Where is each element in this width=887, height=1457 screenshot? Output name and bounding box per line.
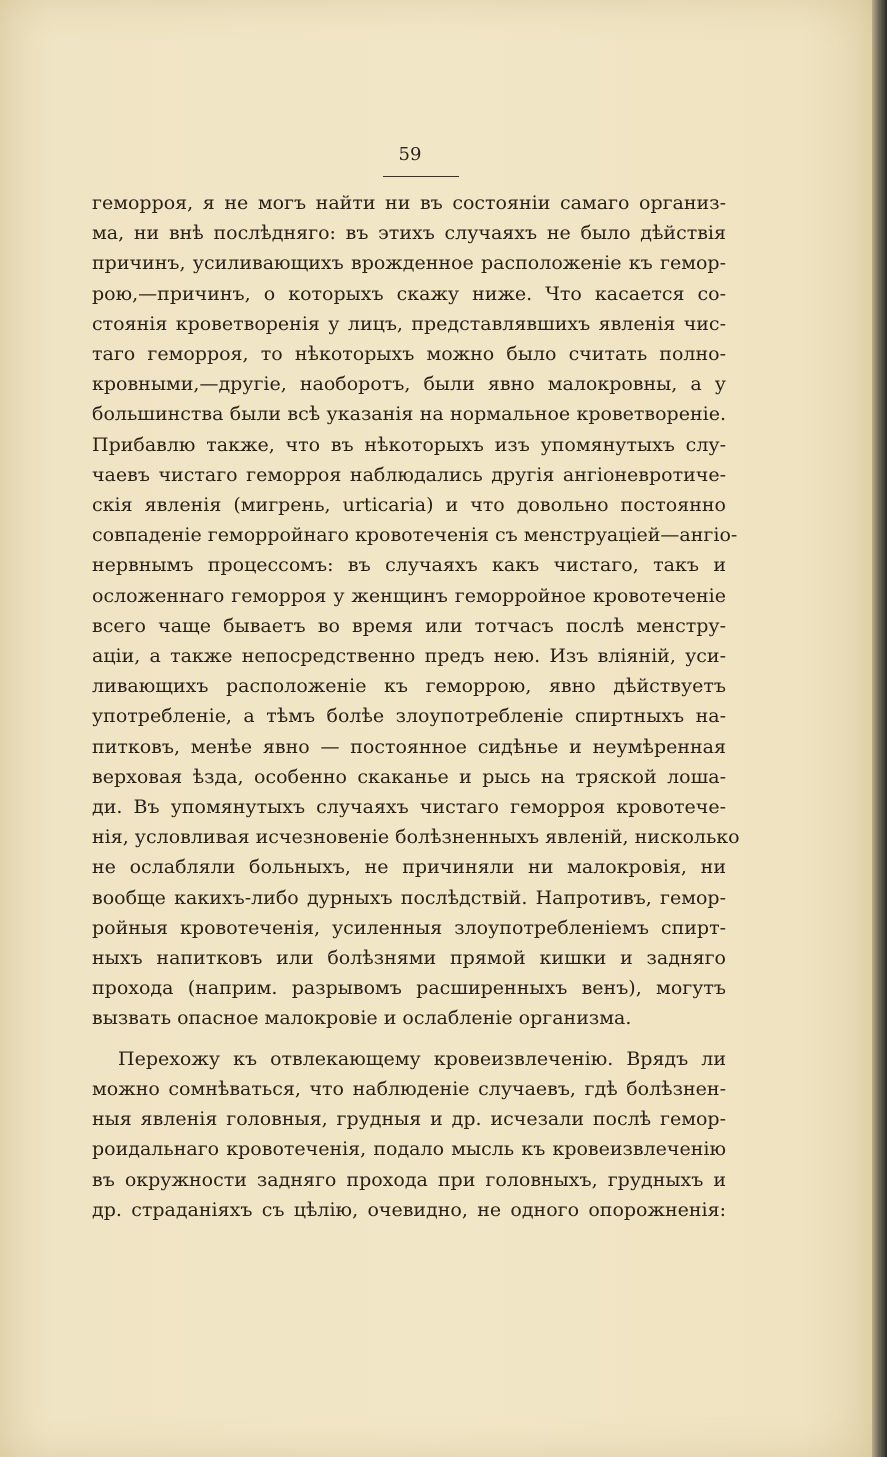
text-line: кровными,—другiе, наоборотъ, были явно малокровны, а у — [92, 373, 726, 396]
paragraph-1 — [92, 188, 740, 1034]
text-line: ныхъ напитковъ или болѣзнями прямой кишки и задняго — [92, 947, 726, 970]
text-line: рою,—причинъ, о которыхъ скажу ниже. Что касается со- — [92, 282, 726, 305]
text-line: причинъ, усиливающихъ врожденное расположенiе къ гемор- — [92, 252, 726, 275]
text-line: совпаденiе геморройнаго кровотеченiя съ менструацiей—ангiо- — [92, 524, 738, 547]
text-line: осложеннаго геморроя у женщинъ геморройное кровотеченiе — [92, 584, 726, 607]
text-line: таго геморроя, то нѣкоторыхъ можно было считать полно- — [92, 343, 726, 366]
text-line: въ окружности задняго прохода при головныхъ, грудныхъ и — [92, 1168, 726, 1191]
text-line: вызвать опасное малокровiе и ослабленiе организма. — [92, 1007, 632, 1030]
text-line: не ослабляли больныхъ, не причиняли ни малокровiя, ни — [92, 856, 726, 879]
text-line: роидальнаго кровотеченiя, подало мысль къ кровеизвлеченiю — [92, 1138, 726, 1161]
header-rule — [383, 176, 459, 177]
text-line: прохода (наприм. разрывомъ расширенныхъ венъ), могутъ — [92, 977, 726, 1000]
text-line: нервнымъ процессомъ: въ случаяхъ какъ чистаго, такъ и — [92, 554, 726, 577]
text-line: можно сомнѣваться, что наблюденiе случаевъ, гдѣ болѣзнен- — [92, 1077, 726, 1100]
text-line: ныя явленiя головныя, грудныя и др. исчезали послѣ гемор- — [92, 1108, 726, 1131]
page-number: 59 — [398, 144, 422, 165]
paragraph-gap — [92, 1034, 726, 1044]
text-line: скiя явленiя (мигрень, urticaria) и что довольно постоянно — [92, 494, 726, 517]
text-line: вообще какихъ-либо дурныхъ послѣдствiй. Напротивъ, гемор- — [92, 886, 726, 909]
paragraph-2 — [92, 1044, 726, 1225]
text-line: ацiи, а также непосредственно предъ нею. Изъ влiянiй, уси- — [92, 645, 726, 668]
text-line: употребленiе, а тѣмъ болѣе злоупотребленiе спиртныхъ на- — [92, 705, 726, 728]
text-line: верховая ѣзда, особенно скаканье и рысь на тряской лоша- — [92, 765, 726, 788]
body-text — [92, 188, 740, 1225]
text-line: ливающихъ расположенiе къ геморрою, явно дѣйствуетъ — [92, 675, 726, 698]
text-line: стоянiя кроветворенiя у лицъ, представлявшихъ явленiя чис- — [92, 312, 726, 335]
text-line: др. страданiяхъ съ цѣлiю, очевидно, не одного опорожненiя: — [92, 1198, 726, 1221]
text-line: Прибавлю также, что въ нѣкоторыхъ изъ упомянутыхъ слу- — [92, 433, 726, 456]
book-binding-edge — [872, 0, 887, 1457]
text-line: питковъ, менѣе явно — постоянное сидѣнье и неумѣренная — [92, 735, 726, 758]
text-line: всего чаще бываетъ во время или тотчасъ послѣ менстру- — [92, 614, 726, 637]
text-line: ма, ни внѣ послѣдняго: въ этихъ случаяхъ не было дѣйствiя — [92, 222, 726, 245]
text-line: ди. Въ упомянутыхъ случаяхъ чистаго геморроя кровотече- — [92, 796, 726, 819]
text-line: чаевъ чистаго геморроя наблюдались другiя ангiоневротиче- — [92, 463, 726, 486]
text-line: ройныя кровотеченiя, усиленныя злоупотребленiемъ спирт- — [92, 916, 726, 939]
text-line: нiя, условливая исчезновенiе болѣзненныхъ явленiй, нисколько — [92, 826, 740, 849]
text-line: большинства были всѣ указанiя на нормальное кроветворенiе. — [92, 403, 726, 426]
text-line: геморроя, я не могъ найти ни въ состоянiи самаго организ- — [92, 192, 726, 214]
text-line: Перехожу къ отвлекающему кровеизвлеченiю. Врядъ ли — [118, 1047, 726, 1070]
